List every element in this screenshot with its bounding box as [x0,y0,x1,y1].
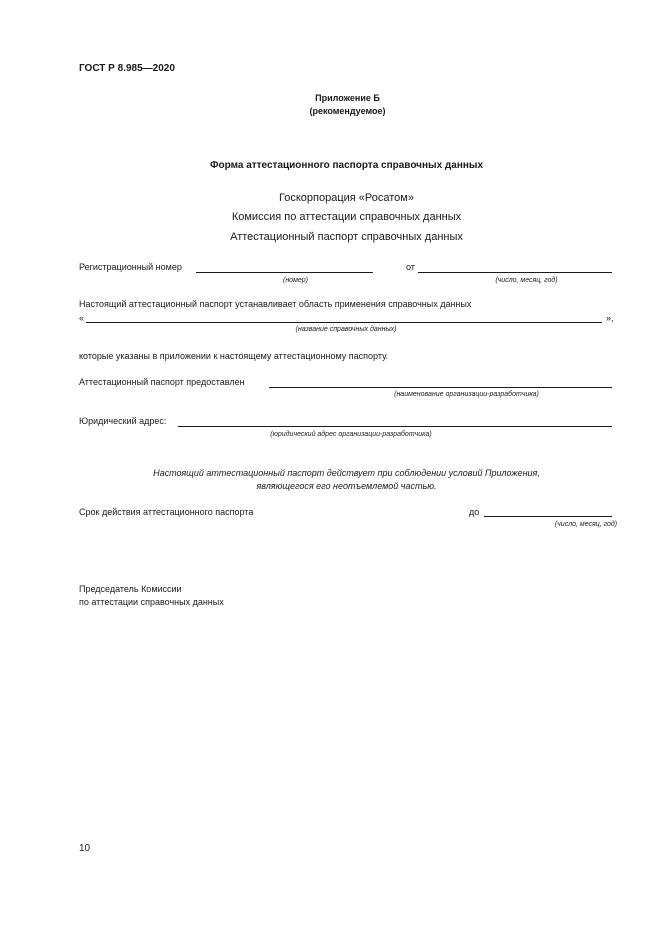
registration-number-caption: (номер) [283,277,308,284]
until-label: до [469,507,480,517]
until-date-caption: (число, месяц, год) [554,521,618,528]
data-name-caption: (название справочных данных) [295,326,397,333]
validity-note-line1: Настоящий аттестационный паспорт действует при соблюдении условий Приложения, [153,468,540,478]
legal-address-label: Юридический адрес: [79,416,167,426]
legal-address-line[interactable] [178,426,612,427]
chairman-line1: Председатель Комиссии [79,584,182,594]
quote-close: », [606,313,614,323]
data-name-line[interactable] [86,322,602,323]
passport-name: Аттестационный паспорт справочных данных [230,231,463,243]
from-date-caption: (число, месяц, год) [495,277,558,284]
registration-number-label: Регистрационный номер [79,262,182,272]
developer-caption: (наименование организации-разработчика) [394,391,539,398]
term-label: Срок действия аттестационного паспорта [79,507,254,517]
from-date-label: от [406,262,415,272]
appendix-reference-text: которые указаны в приложении к настоящему аттестационному паспорту. [79,351,389,361]
validity-note-line2: являющегося его неотъемлемой частью. [256,481,437,491]
document-code: ГОСТ Р 8.985—2020 [79,63,175,74]
chairman-line2: по аттестации справочных данных [79,597,224,607]
commission-name: Комиссия по аттестации справочных данных [231,211,462,223]
scope-text: Настоящий аттестационный паспорт устанавливает область применения справочных данных [79,299,472,309]
quote-open: « [79,313,85,323]
developer-line[interactable] [269,387,612,388]
provided-by-label: Аттестационный паспорт предоставлен [79,377,245,387]
page-number: 10 [79,843,91,854]
appendix-subtitle: (рекомендуемое) [309,106,386,116]
registration-number-line[interactable] [196,272,373,273]
until-date-line[interactable] [484,516,612,517]
from-date-line[interactable] [418,272,612,273]
form-title: Форма аттестационного паспорта справочных данных [209,160,484,171]
organization-name: Госкорпорация «Росатом» [279,192,414,204]
appendix-title: Приложение Б [315,93,380,103]
legal-address-caption: (юридический адрес организации-разработчика) [270,431,432,438]
